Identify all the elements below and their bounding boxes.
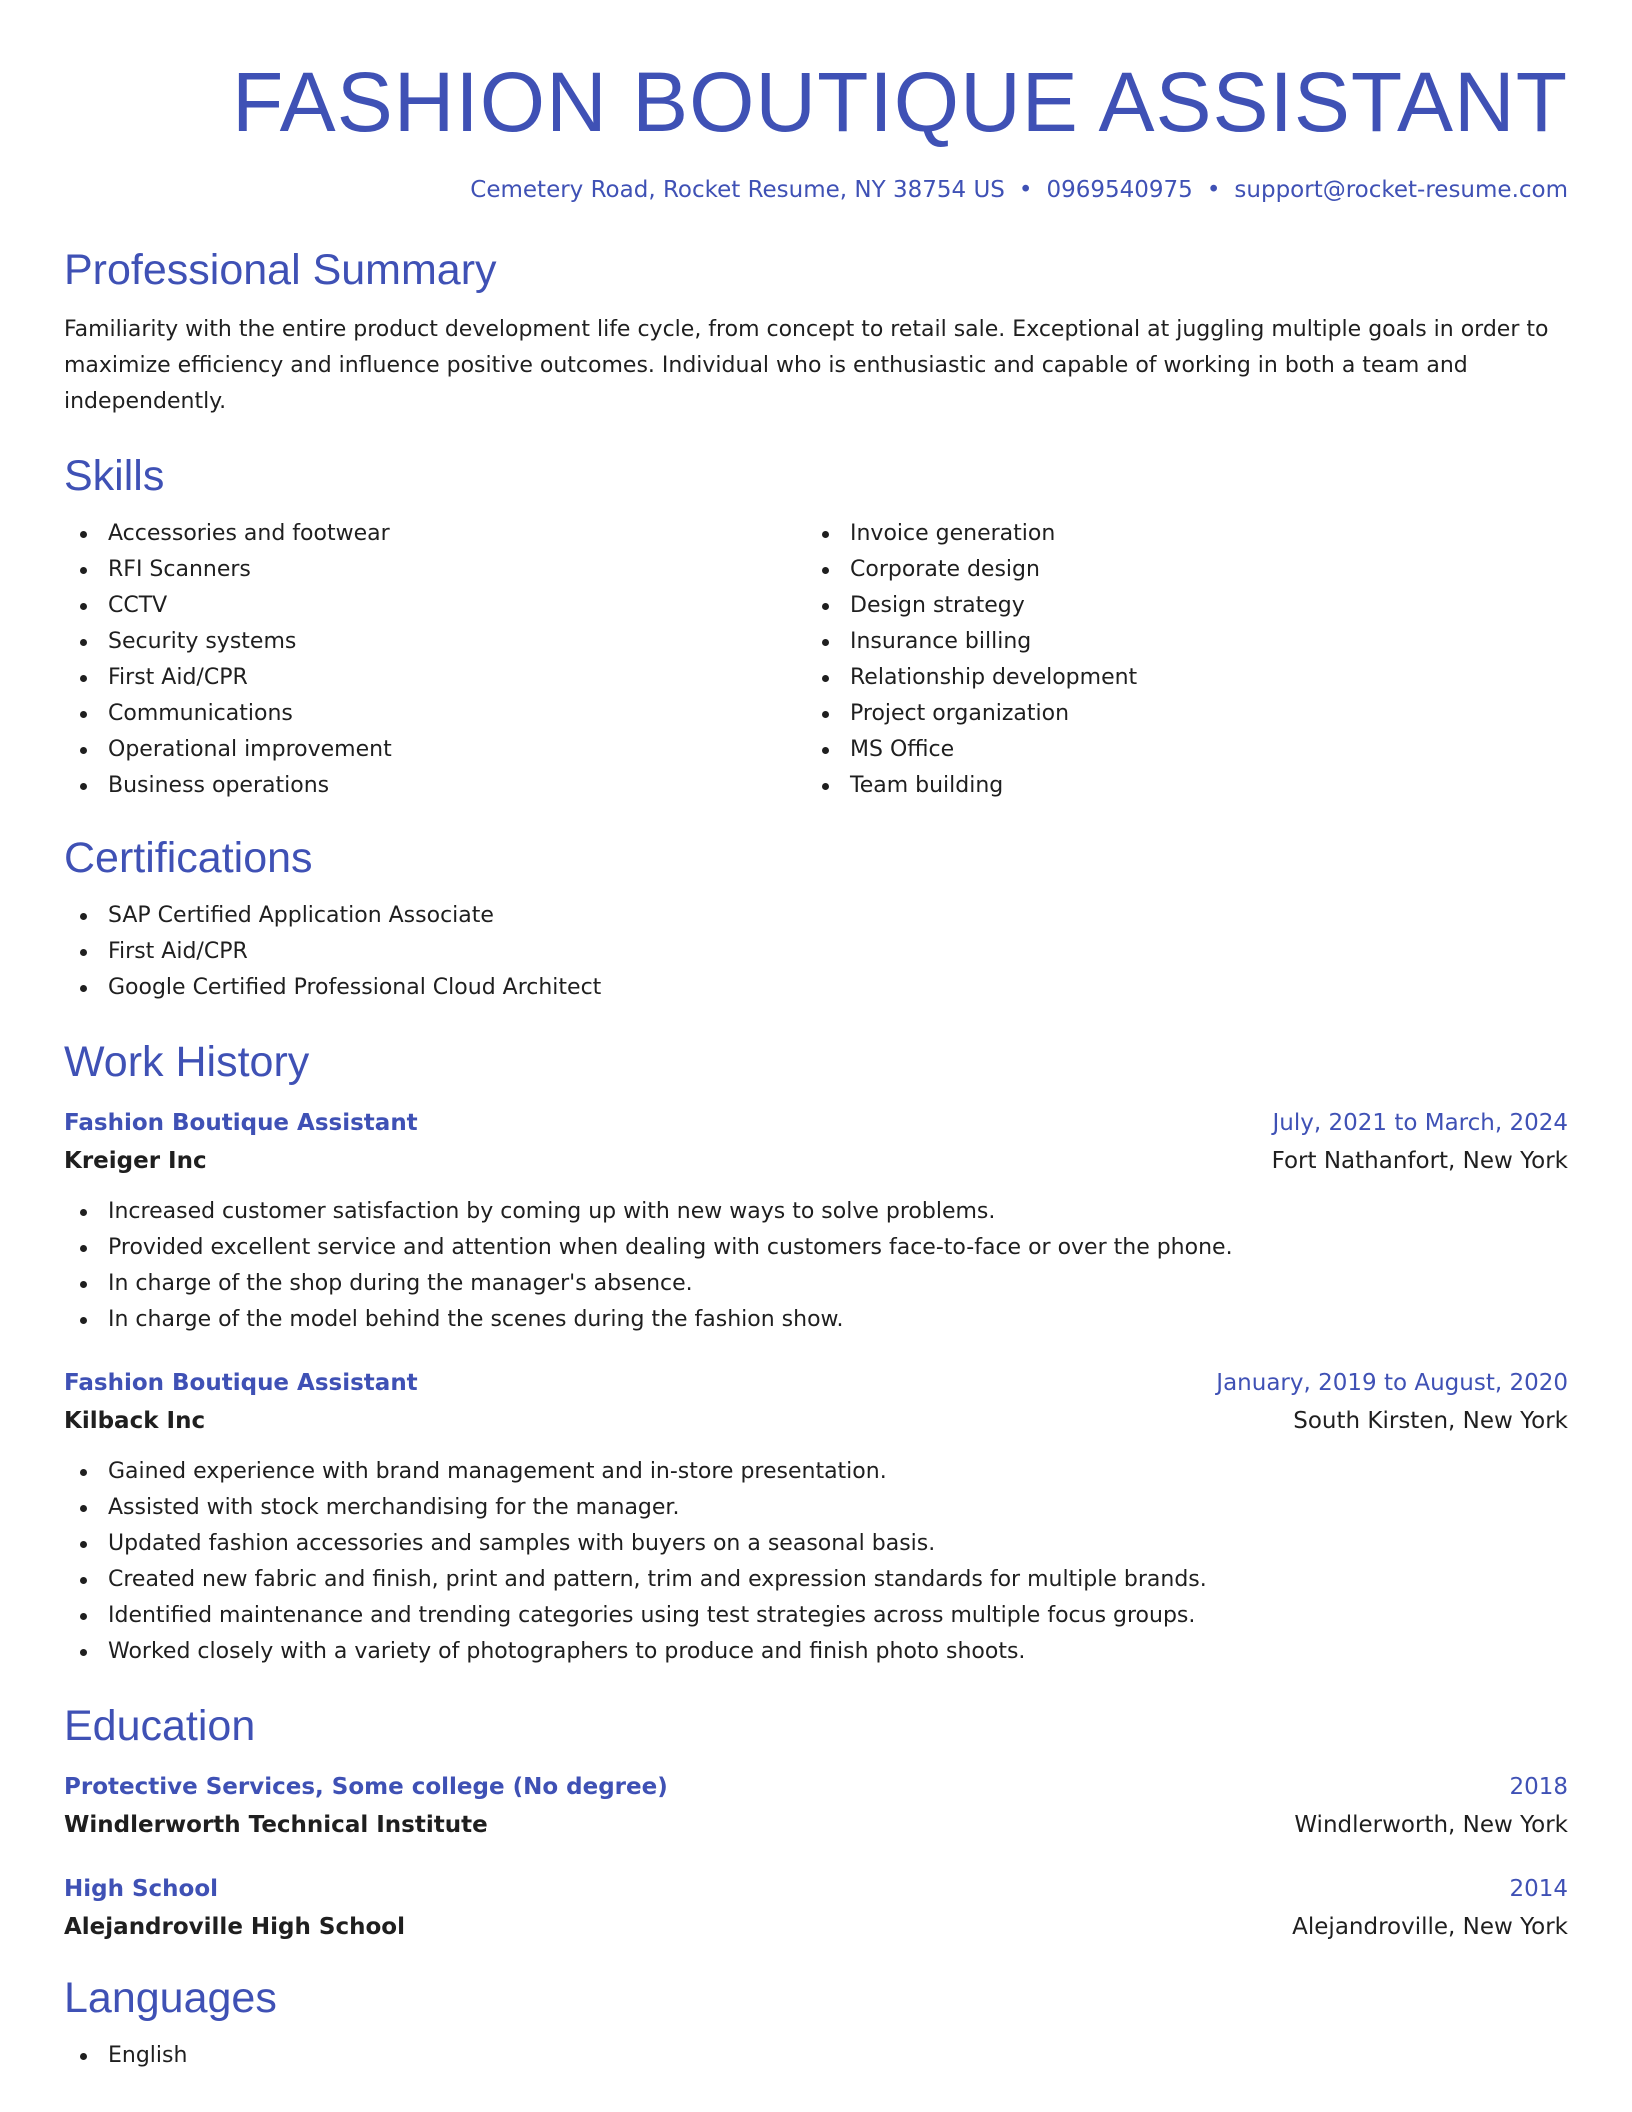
education-entry [64, 1768, 1568, 1844]
skill-item: Communications [64, 696, 806, 732]
education-section [64, 1700, 1568, 1946]
education-heading: Education [64, 1702, 256, 1750]
job-title: Fashion Boutique Assistant [64, 1110, 418, 1136]
education-degree-row [64, 1870, 1568, 1908]
education-entry [64, 1870, 1568, 1946]
certification-item: SAP Certified Application Associate [64, 898, 1568, 934]
job-dates: January, 2019 to August, 2020 [1216, 1370, 1568, 1396]
contact-email: support@rocket-resume.com [1234, 177, 1568, 203]
job-bullet: In charge of the shop during the manager's absence. [64, 1266, 1568, 1302]
education-degree: High School [64, 1876, 219, 1902]
work-history-heading: Work History [64, 1038, 310, 1086]
skill-item: Team building [806, 768, 1548, 804]
skill-item: RFI Scanners [64, 552, 806, 588]
job-company-row [64, 1142, 1568, 1180]
languages-list [64, 2038, 1568, 2074]
job-entry [64, 1364, 1568, 1670]
education-year: 2018 [1509, 1774, 1568, 1800]
certifications-list [64, 898, 1568, 1006]
job-bullets [64, 1454, 1568, 1670]
education-degree-row [64, 1768, 1568, 1806]
job-bullet: Updated fashion accessories and samples with buyers on a seasonal basis. [64, 1526, 1568, 1562]
education-degree: Protective Services, Some college (No degree) [64, 1774, 668, 1800]
skills-section [64, 450, 1568, 804]
job-bullet: Provided excellent service and attention when dealing with customers face-to-face or over the phone. [64, 1230, 1568, 1266]
skills-grid [64, 516, 1568, 804]
job-location: South Kirsten, New York [1293, 1408, 1568, 1434]
skills-heading: Skills [64, 452, 165, 500]
contact-separator: • [1018, 177, 1033, 203]
skill-item: CCTV [64, 588, 806, 624]
skill-item: Invoice generation [806, 516, 1548, 552]
work-history-section [64, 1036, 1568, 1670]
skill-item: Insurance billing [806, 624, 1548, 660]
job-location: Fort Nathanfort, New York [1271, 1148, 1568, 1174]
education-school: Windlerworth Technical Institute [64, 1812, 488, 1838]
job-company: Kreiger Inc [64, 1148, 207, 1174]
summary-section [64, 244, 1568, 420]
summary-text: Familiarity with the entire product development life cycle, from concept to retail sale. Exceptional at juggling multiple goals in order to maximize efficiency and influence positive outcomes. Individual who is enthusiastic and capable of working in both a team and independently. [64, 317, 1549, 414]
skill-item: First Aid/CPR [64, 660, 806, 696]
job-title-row [64, 1364, 1568, 1402]
contact-address: Cemetery Road, Rocket Resume, NY 38754 US [470, 177, 1005, 203]
contact-separator: • [1206, 177, 1221, 203]
summary-heading: Professional Summary [64, 246, 497, 294]
job-bullet: Worked closely with a variety of photographers to produce and finish photo shoots. [64, 1634, 1568, 1670]
job-bullet: Identified maintenance and trending categories using test strategies across multiple focus groups. [64, 1598, 1568, 1634]
job-company: Kilback Inc [64, 1408, 206, 1434]
skill-item: Security systems [64, 624, 806, 660]
skill-item: Relationship development [806, 660, 1548, 696]
resume-header [64, 52, 1568, 206]
skill-item: MS Office [806, 732, 1548, 768]
certifications-heading: Certifications [64, 834, 313, 882]
skill-item: Accessories and footwear [64, 516, 806, 552]
education-school: Alejandroville High School [64, 1914, 405, 1940]
education-school-row [64, 1908, 1568, 1946]
certifications-section [64, 832, 1568, 1006]
job-bullet: Increased customer satisfaction by coming up with new ways to solve problems. [64, 1194, 1568, 1230]
skills-list-left [64, 516, 806, 804]
education-location: Windlerworth, New York [1294, 1812, 1568, 1838]
skills-list-right [806, 516, 1548, 804]
contact-phone: 0969540975 [1046, 177, 1193, 203]
certification-item: First Aid/CPR [64, 934, 1568, 970]
education-school-row [64, 1806, 1568, 1844]
education-year: 2014 [1509, 1876, 1568, 1902]
skill-item: Corporate design [806, 552, 1548, 588]
job-entry [64, 1104, 1568, 1338]
job-bullet: Created new fabric and finish, print and pattern, trim and expression standards for multiple brands. [64, 1562, 1568, 1598]
skill-item: Operational improvement [64, 732, 806, 768]
skill-item: Design strategy [806, 588, 1548, 624]
job-bullets [64, 1194, 1568, 1338]
job-bullet: Gained experience with brand management and in-store presentation. [64, 1454, 1568, 1490]
job-bullet: In charge of the model behind the scenes during the fashion show. [64, 1302, 1568, 1338]
language-item: English [64, 2038, 1568, 2074]
job-title: Fashion Boutique Assistant [64, 1370, 418, 1396]
languages-heading: Languages [64, 1974, 277, 2022]
contact-line [64, 174, 1568, 206]
skill-item: Project organization [806, 696, 1548, 732]
education-location: Alejandroville, New York [1292, 1914, 1568, 1940]
candidate-title: FASHION BOUTIQUE ASSISTANT [232, 55, 1568, 149]
skills-column-right [806, 516, 1548, 804]
certification-item: Google Certified Professional Cloud Architect [64, 970, 1568, 1006]
job-dates: July, 2021 to March, 2024 [1272, 1110, 1568, 1136]
skill-item: Business operations [64, 768, 806, 804]
languages-section [64, 1972, 1568, 2074]
skills-column-left [64, 516, 806, 804]
job-company-row [64, 1402, 1568, 1440]
job-bullet: Assisted with stock merchandising for the manager. [64, 1490, 1568, 1526]
job-title-row [64, 1104, 1568, 1142]
